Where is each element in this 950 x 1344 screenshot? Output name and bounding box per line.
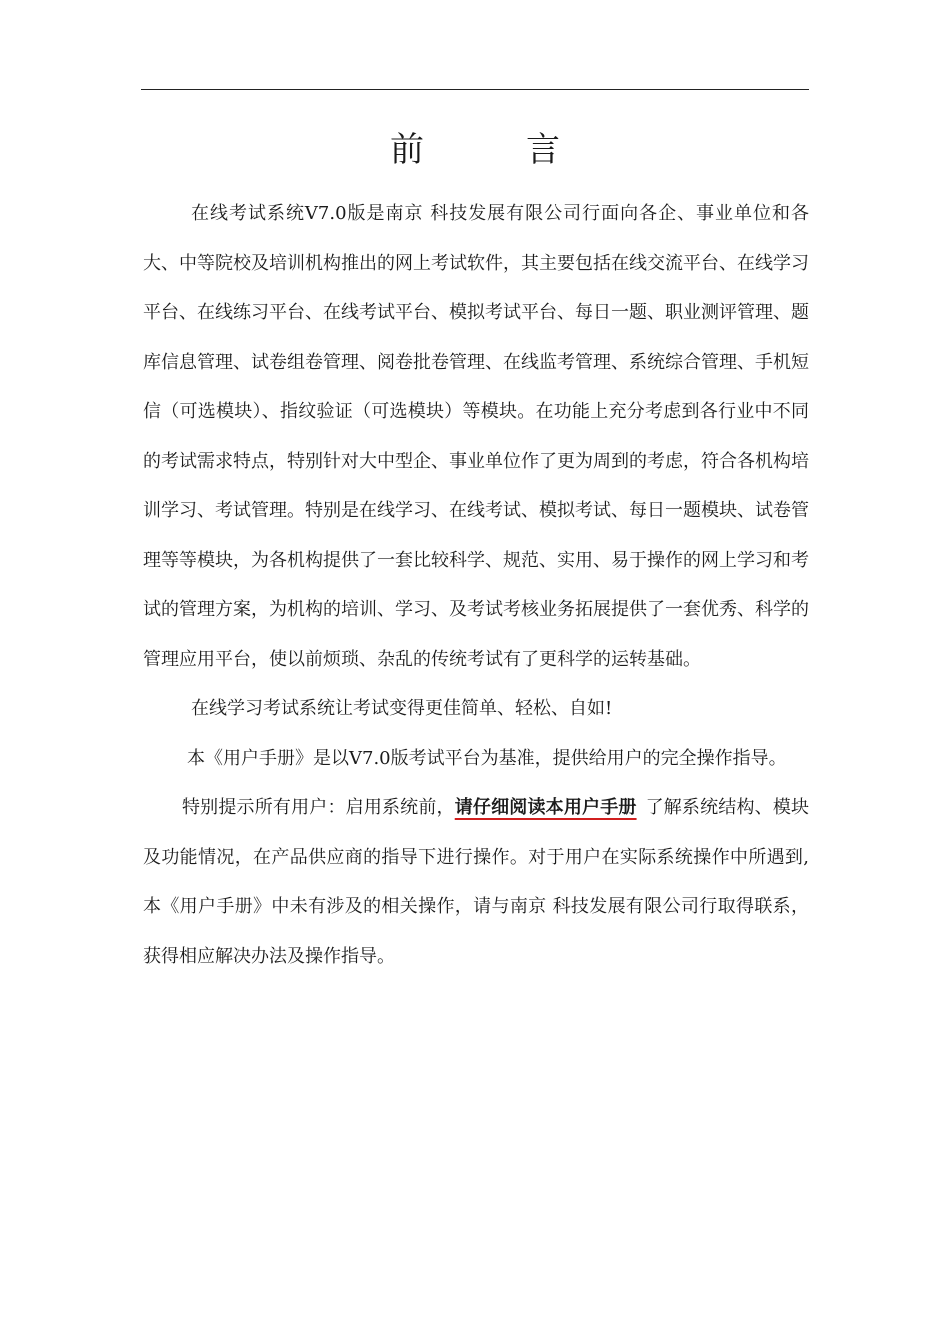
page-title: 前 言 bbox=[390, 130, 594, 170]
notice-prefix: 特别提示所有用户：启用系统前， bbox=[182, 797, 455, 818]
notice-emphasis: 请仔细阅读本用户手册 bbox=[454, 797, 637, 818]
slogan-paragraph: 在线学习考试系统让考试变得更佳简单、轻松、自如! bbox=[191, 698, 613, 719]
header-rule bbox=[141, 89, 809, 90]
notice-suffix: 了解系统结构、模块及功能情况，在产品供应商的指导下进行操作。对于用户在实际系统操作中所遇到,本《用户手册》中未有涉及的相关操作，请与南京 科技发展有限公司行取得联系，获得相应解决办法及操作指导。 bbox=[143, 797, 810, 967]
notice-paragraph bbox=[143, 783, 809, 981]
manual-paragraph: 本《用户手册》是以V7.0版考试平台为基准，提供给用户的完全操作指导。 bbox=[187, 747, 787, 769]
document-body bbox=[143, 189, 809, 981]
intro-paragraph: 在线考试系统V7.0版是南京 科技发展有限公司行面向各企、事业单位和各大、中等院校及培训机构推出的网上考试软件，其主要包括在线交流平台、在线学习平台、在线练习平台、在线考试平台、模拟考试平台、每日一题、职业测评管理、题库信息管理、试卷组卷管理、阅卷批卷管理、在线监考管理、系统综合管理、手机短信（可选模块）、指纹验证（可选模块）等模块。在功能上充分考虑到各行业中不同的考试需求特点，特别针对大中型企、事业单位作了更为周到的考虑，符合各机构培训学习、考试管理。特别是在线学习、在线考试、模拟考试、每日一题模块、试卷管理等等模块，为各机构提供了一套比较科学、规范、实用、易于操作的网上学习和考试的管理方案，为机构的培训、学习、及考试考核业务拓展提供了一套优秀、科学的管理应用平台，使以前烦琐、杂乱的传统考试有了更科学的运转基础。 bbox=[143, 203, 809, 670]
